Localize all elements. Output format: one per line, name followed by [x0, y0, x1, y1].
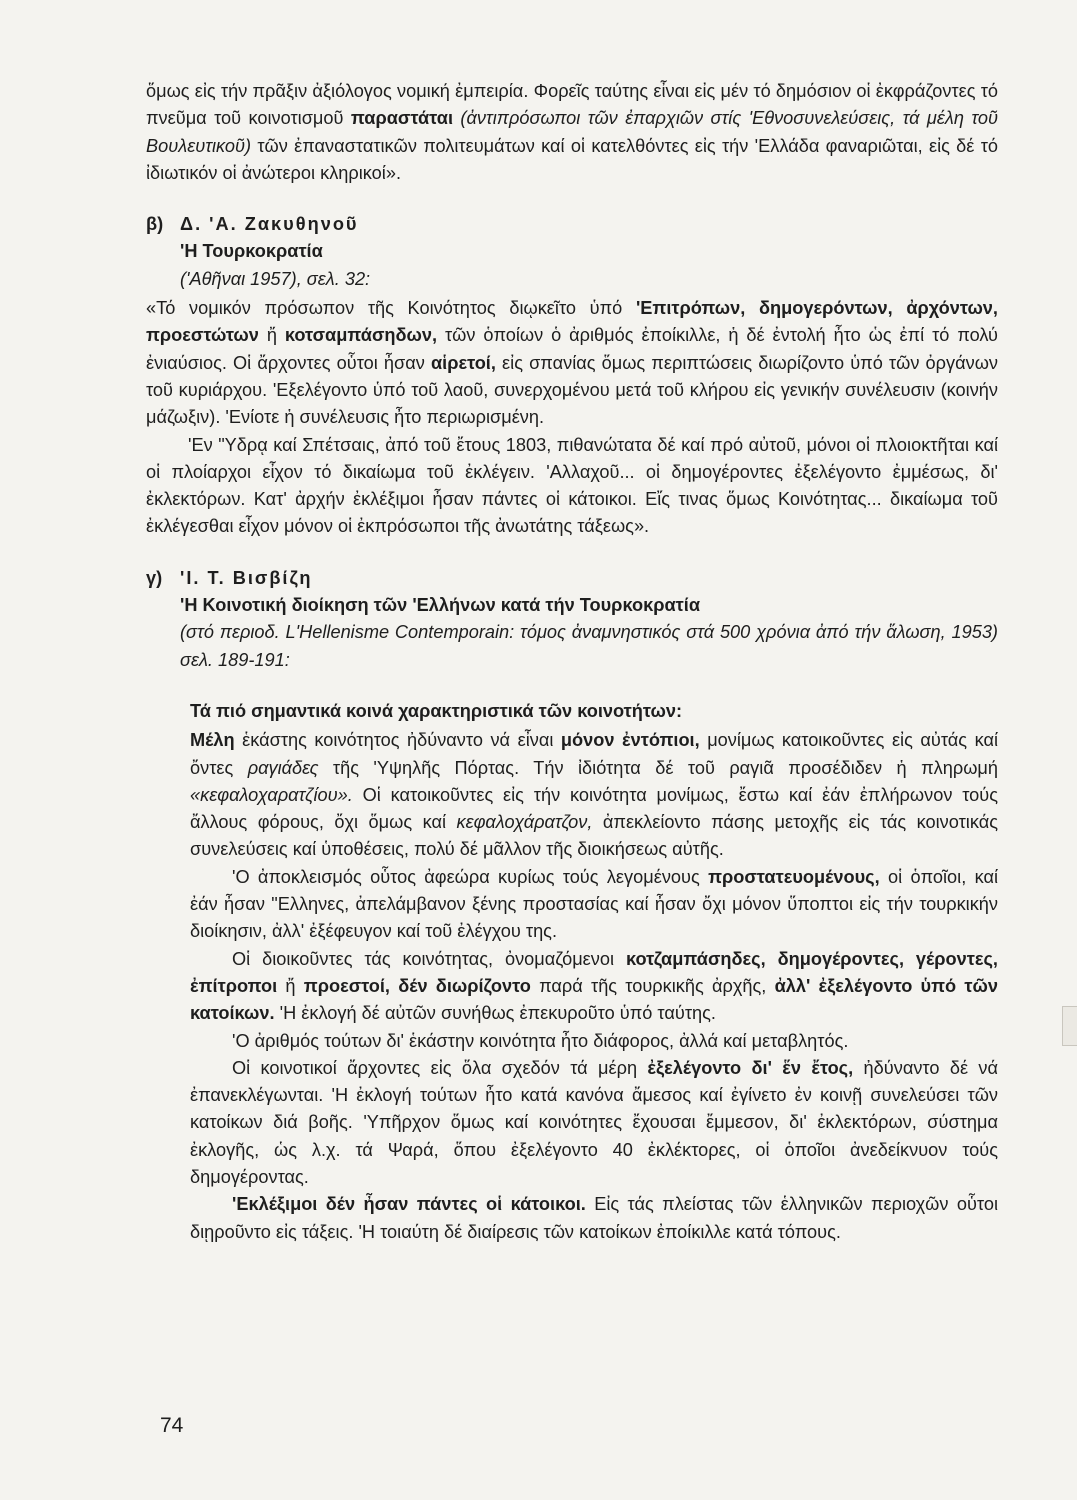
body-text: [190, 727, 998, 1246]
reference-b: [146, 211, 998, 293]
page-edge-tab: [1062, 1006, 1077, 1046]
body-paragraph: Μέλη ἑκάστης κοινότητος ἠδύναντο νά εἶναι μόνον ἐντόπιοι, μονίμως κατοικοῦντες εἰς αὐτάς καί ὄντες ραγιάδες τῆς 'Υψηλῆς Πόρτας. Τήν ἰδιότητα δέ τοῦ ραγιᾶ προσέδιδεν ἡ πληρωμή «κεφαλοχαρατζίου». Οἱ κατοικοῦντες εἰς τήν κοινότητα μονίμως, ἔστω καί ἐάν ἐπλήρωνον τούς ἄλλους φόρους, ὄχι ὅμως καί κεφαλοχάρατζον, ἀπεκλείοντο πάσης μετοχῆς εἰς τάς κοινοτικάς συνελεύσεις καί ὑποθέσεις, πολύ δέ μᾶλλον τῆς διοικήσεως αὐτῆς.: [190, 730, 999, 860]
reference-label: γ): [146, 567, 163, 588]
reference-title: 'Η Τουρκοκρατία: [180, 241, 323, 262]
body-paragraph: 'Εκλέξιμοι δέν ἦσαν πάντες οἱ κάτοικοι. Εἰς τάς πλείστας τῶν ἑλληνικῶν περιοχῶν οὗτοι διῃροῦντο εἰς τάξεις. 'Η τοιαύτη δέ διαίρεσις τῶν κατοίκων ἐποίκιλλε κατά τόπους.: [190, 1194, 998, 1242]
reference-label: β): [146, 214, 164, 235]
body-paragraph: Οἱ κοινοτικοί ἄρχοντες εἰς ὅλα σχεδόν τά μέρη ἐξελέγοντο δι' ἕν ἔτος, ἠδύναντο δέ νά ἐπανεκλέγωνται. 'Η ἐκλογή τούτων ἦτο κατά κανόνα ἄμεσος καί ἐγίνετο ἐν κοινῇ συνελεύσει τῶν κατοίκων διά βοῆς. 'Υπῆρχον ὅμως καί κοινότητες ἔχουσαι ἔμμεσον, δι' ἐκλεκτόρων, σύστημα ἐκλογῆς, ὡς λ.χ. τά Ψαρά, ὅπου ἐξελέγοντο 40 ἐκλέκτορες, οἱ ὁποῖοι ἀνεδείκνυον τούς δημογέροντας.: [190, 1057, 998, 1187]
section-heading: Τά πιό σημαντικά κοινά χαρακτηριστικά τῶν κοινοτήτων:: [190, 700, 683, 721]
body-paragraph: 'Ο ἀριθμός τούτων δι' ἑκάστην κοινότητα ἦτο διάφορος, ἀλλά καί μεταβλητός.: [232, 1030, 849, 1051]
reference-g: [146, 565, 998, 674]
quote-paragraph: 'Εν "Υδρᾳ καί Σπέτσαις, ἀπό τοῦ ἔτους 1803, πιθανώτατα δέ καί πρό αὐτοῦ, μόνοι οἱ πλοιοκτῆται καί οἱ πλοίαρχοι εἶχον τό δικαίωμα τοῦ ἐκλέγειν. 'Αλλαχοῦ... οἱ δημογέροντες ἐξελέγοντο ἐμμέσως, δι' ἐκλεκτόρων. Κατ' ἀρχήν ἐκλέξιμοι ἦσαν πάντες οἱ κάτοικοι. Εἴς τινας ὅμως Κοινότητας... δικαίωμα τοῦ ἐκλέγεσθαι εἶχον μόνον οἱ ἐκπρόσωποι τῆς ἀνωτάτης τάξεως».: [146, 434, 998, 537]
reference-publication: (στό περιοδ. L'Hellenisme Contemporain: τόμος ἀναμνηστικός στά 500 χρόνια ἀπό τήν ἅλωση, 1953) σελ. 189-191:: [180, 622, 998, 670]
reference-author: Δ. 'Α. Ζακυθηνοῦ: [180, 214, 359, 235]
intro-paragraph: ὅμως εἰς τήν πρᾶξιν ἀξιόλογος νομική ἐμπειρία. Φορεῖς ταύτης εἶναι εἰς μέν τό δημόσιον οἱ ἐκφράζοντες τό πνεῦμα τοῦ κοινοτισμοῦ παραστάται (ἀντιπρόσωποι τῶν ἐπαρχιῶν στίς 'Εθνοσυνελεύσεις, τά μέλη τοῦ Βουλευτικοῦ) τῶν ἐπαναστατικῶν πολιτευμάτων καί οἱ κατελθόντες εἰς τήν 'Ελλάδα φαναριῶται, εἰς δέ τό ἰδιωτικόν οἱ ἀνώτεροι κληρικοί».: [146, 81, 998, 183]
reference-title: 'Η Κοινοτική διοίκηση τῶν 'Ελλήνων κατά τήν Τουρκοκρατία: [180, 595, 701, 616]
page-number: 74: [160, 1414, 184, 1437]
page-content: [146, 78, 998, 1246]
quote-paragraph: «Τό νομικόν πρόσωπον τῆς Κοινότητος διῳκεῖτο ὑπό 'Επιτρόπων, δημογερόντων, ἀρχόντων, προεστώτων ἤ κοτσαμπάσηδων, τῶν ὁποίων ὁ ἀριθμός ἐποίκιλλε, ἡ δέ ἐντολή ἦτο ὡς ἐπί τό πολύ ἐνιαύσιος. Οἱ ἄρχοντες οὗτοι ἦσαν αἱρετοί, εἰς σπανίας ὅμως περιπτώσεις διωρίζοντο ὑπό τῶν ὀργάνων τοῦ κυριάρχου. 'Εξελέγοντο ὑπό τοῦ λαοῦ, συνερχομένου μετά τοῦ κλήρου εἰς γενικήν συνέλευσιν (κοινήν μάζωξιν). 'Ενίοτε ἡ συνέλευσις ἦτο περιωρισμένη.: [146, 298, 998, 428]
body-paragraph: 'Ο ἀποκλεισμός οὗτος ἀφεώρα κυρίως τούς λεγομένους προστατευομένους, οἱ ὁποῖοι, καί ἐάν ἦσαν "Ελληνες, ἀπελάμβανον ξένης προστασίας καί ἦσαν ὄχι μόνον ὕποπτοι εἰς τήν τουρκικήν διοίκησιν, ἀλλ' ἐξέφευγον καί τοῦ ἐλέγχου της.: [190, 866, 998, 942]
body-paragraph: Οἱ διοικοῦντες τάς κοινότητας, ὀνομαζόμενοι κοτζαμπάσηδες, δημογέροντες, γέροντες, ἐπίτροποι ἤ προεστοί, δέν διωρίζοντο παρά τῆς τουρκικῆς ἀρχῆς, ἀλλ' ἐξελέγοντο ὑπό τῶν κατοίκων. 'Η ἐκλογή δέ αὐτῶν συνήθως ἐπεκυροῦτο ὑπό ταύτης.: [190, 948, 998, 1024]
reference-author: 'Ι. Τ. Βισβίζη: [180, 567, 313, 588]
reference-publication: ('Αθῆναι 1957), σελ. 32:: [180, 268, 371, 289]
